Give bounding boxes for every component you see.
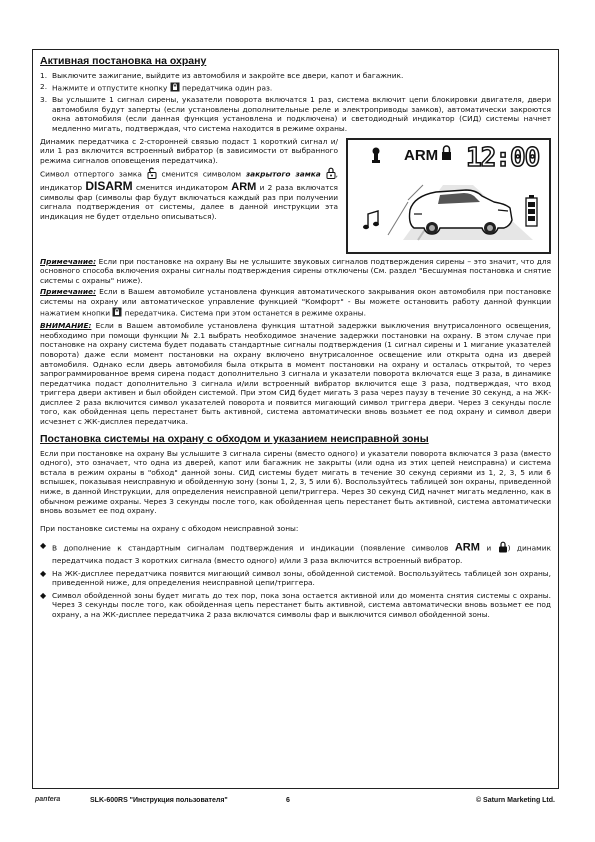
lcd-display-graphic [348, 140, 549, 252]
symbol-text-part: сменится индикатором [135, 182, 228, 192]
arm-label: ARM [231, 180, 257, 193]
car-icon [410, 190, 513, 234]
bullet-text-part: ) динамик передатчика подаст 3 коротких сигнала (вместо одного) и/или 3 раза включится встроенный вибратор. [52, 543, 551, 565]
step-item [40, 82, 551, 95]
key-icon [372, 147, 380, 163]
note-label: Примечание: [40, 287, 97, 297]
symbol-text-part: , индикатор [40, 169, 338, 192]
step-number: 3. [40, 95, 48, 105]
arm-label: ARM [454, 541, 480, 554]
battery-icon [526, 195, 537, 226]
bypass-intro: При постановке системы на охрану с обходом неисправной зоны: [40, 523, 299, 533]
page-frame [32, 49, 559, 789]
footer-copyright: © Saturn Marketing Ltd. [475, 797, 555, 804]
steps-list [40, 71, 551, 134]
lcd-lock-icon [442, 146, 451, 160]
symbol-text-part: Символ отпертого замка [40, 169, 142, 179]
open-lock-icon [147, 167, 157, 182]
section-title-active-arming: Активная постановка на охрану [40, 55, 207, 67]
step-item [40, 71, 551, 81]
lcd-section [40, 137, 551, 254]
pantera-logo: pantera [35, 796, 61, 803]
lcd-clock: 12:00 [466, 142, 540, 173]
lock-button-icon [170, 82, 180, 95]
music-note-icon [363, 211, 379, 229]
symbol-text-part: закрытого замка [245, 169, 321, 179]
bullet-text-part: и [486, 543, 492, 553]
bullet-text: На ЖК-дисплее передатчика появится мигающий символ зоны, обойденной системой. Воспользуйтесь таблицей зон охраны, приведенной ниже, для определения неисправной цепи/триггера. [52, 568, 551, 588]
disarm-label: DISARM [85, 178, 133, 193]
step-text-after: передатчика один раз. [182, 82, 273, 92]
note-text-after: передатчика. Система при этом останется в режиме охраны. [124, 307, 366, 317]
diamond-bullet-icon: ◆ [40, 590, 47, 600]
lcd-display [346, 138, 551, 254]
section-title-bypass-arming: Постановка системы на охрану с обходом и указанием неисправной зоны [40, 432, 429, 445]
symbol-text-part: сменится символом [161, 169, 242, 179]
lock-button-icon [112, 307, 122, 320]
page-footer [32, 795, 559, 809]
dynamic-text: Динамик передатчика с 2-сторонней связью подаст 1 короткий сигнал и/или 1 раз включится встроенный вибратор (в зависимости от выбранного режима сигналов оповещения передатчика). [40, 136, 338, 165]
note-text: Если в Вашем автомобиле установлена функция штатной задержки выключения внутрисалонного освещения, необходимо при помощи функции № 2.1 выбрать необходимое значение задержки постановки на охрану. В этом случае при постановке на охрану система будет подавать стандартные сигналы подтверждения (1 сигнал сирены и 1 мигание указателей поворота) даже если момент постановки на охрану включено внутрисалонное освещение или открыта одна из дверей автомобиля. Однако если дверь автомобиля была открыта в момент постановки на охрану и осталась открытой, то через запрограммированное время сирена подаст дополнительно 3 сигнала и указатели поворота включатся еще 3 раза, в динамике передатчика подаст дополнительно 3 сигнала и/или встроенный вибратор включится еще 3 раза, подтверждая, что вход триггера двери активен и был обойден системой. При этом СИД будет мигать 3 раза через паузу в течение 30 секунд, а на ЖК-дисплее 2 раза включится символ указателей поворота и появится мигающий символ триггера двери. Через 3 секунды после того, как обойденная цепь перестанет быть активной, система автоматически вновь возьмет ее под охрану и символ двери исчезнет с ЖК-дисплея передатчика. [40, 321, 551, 427]
note-label: ВНИМАНИЕ: [40, 321, 92, 331]
closed-lock-icon [498, 541, 508, 556]
bullet-item [40, 541, 551, 565]
bypass-paragraph: Если при постановке на охрану Вы услышите 3 сигнала сирены (вместо одного) и указатели поворота включатся 3 раза (вместо одного), это означает, что одна из дверей, капот или багажник не закрыты (или одна из этих цепей неисправна) и система встала в режим охраны в "обход" данной зоны. СИД системы будет мигать в течение 30 секунд сериями из 1, 2, 3, 5 или 6 вспышек, показывая неисправную и обойденную зону (зоны 1, 2, 3, 5 или 6). Воспользуйтесь таблицей зон охраны, приведенной ниже, в данной Инструкции, для определения неисправной цепи/триггера. Через 30 секунд СИД начнет мигать медленно, как в обычном режиме охраны. Через 3 секунды после того, как обойденная цепь перестанет быть активной, система автоматически вновь возьмет ее под охрану. [40, 448, 551, 516]
step-item [40, 95, 551, 133]
note-text: Если при постановке на охрану Вы не услышите звуковых сигналов подтверждения сирены – это значит, что для основного способа включения охраны сигналы подтверждения сирены отключены (См. раздел "Бесшумная постановка и снятие системы с охраны" ниже). [40, 256, 551, 285]
bullet-text: Символ обойденной зоны будет мигать до тех пор, пока зона остается активной или до момента снятия системы с охраны. Через 3 секунды после того, как обойденная цепь перестанет быть активной, система автоматически вновь возьмет ее под охрану, а на ЖК-дисплее передатчика 2 раза включатся символы фар и выключится символ обойденной зоны. [52, 590, 551, 619]
note-auto-windows [40, 287, 551, 319]
bullet-text-part: В дополнение к стандартным сигналам подтверждения и индикации (появление символов [52, 543, 449, 553]
note-label: Примечание: [40, 256, 97, 266]
symbol-text-part: и 2 раза включатся символы фар (символы фар будут включаться каждый раз при получении сигнала подтверждения от системы, далее в данной инструкции эта индикация не будет отдельно описываться). [40, 182, 338, 221]
lcd-arm-text: ARM [404, 146, 439, 164]
footer-model: SLK-600RS "Инструкция пользователя" [90, 797, 228, 804]
note-text-before: Если в Вашем автомобиле установлена функция автоматического закрывания окон автомобиля при постановке системы на охрану или автоматическое управление функцией "Комфорт" - Вы можете остановить работу данной функции нажатием кнопки [40, 287, 551, 317]
step-number: 1. [40, 71, 48, 80]
step-text: Выключите зажигание, выйдите из автомобиля и закройте все двери, капот и багажник. [52, 71, 404, 80]
step-number: 2. [40, 81, 48, 91]
bullet-item [40, 591, 551, 620]
note-attention [40, 321, 551, 427]
page-number: 6 [286, 797, 290, 804]
diamond-bullet-icon: ◆ [40, 568, 47, 578]
diamond-bullet-icon: ◆ [40, 541, 47, 551]
step-text [52, 82, 551, 95]
symbol-text [40, 167, 338, 221]
bullet-item [40, 569, 551, 588]
step-text: Вы услышите 1 сигнал сирены, указатели поворота включатся 1 раз, система включит цепи блокировки двигателя, двери автомобиля будут заперты (если установлены дополнительные реле и электроприводы замков), автоматически закроются окна автомобиля (если данная функция установлена и подключена) и светодиодный индикатор (СИД) системы начнет медленно мигать, подтверждая, что система находится в режиме охраны. [52, 95, 551, 133]
lcd-description [40, 137, 338, 254]
step-text-before: Нажмите и отпустите кнопку [52, 82, 168, 92]
bypass-bullets [40, 541, 551, 619]
note-sound-signals [40, 257, 551, 286]
bullet-text [52, 541, 551, 565]
closed-lock-icon [326, 167, 336, 182]
